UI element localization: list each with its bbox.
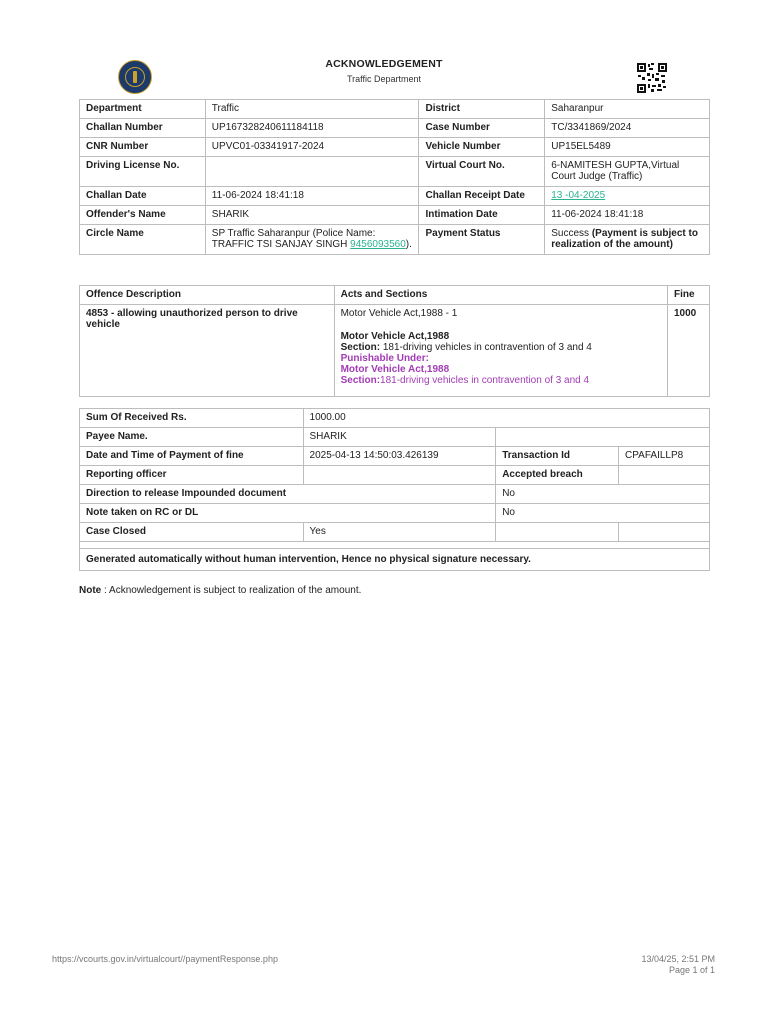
act-line: Motor Vehicle Act,1988 - 1 [340, 308, 458, 319]
payee-label: Payee Name. [80, 428, 304, 447]
footer-datetime: 13/04/25, 2:51 PM [641, 954, 715, 964]
qr-code-icon [637, 63, 667, 93]
punishable-section-label: Section: [340, 375, 381, 386]
intimation-label: Intimation Date [419, 206, 545, 225]
receipt-date-cell [545, 187, 710, 206]
direction-label: Direction to release Impounded document [80, 485, 496, 504]
punishable-label: Punishable Under: [340, 353, 429, 364]
virtual-court-value: 6-NAMITESH GUPTA,Virtual Court Judge (Traffic) [545, 157, 710, 187]
case-closed-value: Yes [303, 523, 496, 542]
section-label: Section: [340, 342, 381, 353]
challan-date-label: Challan Date [80, 187, 206, 206]
page-title: ACKNOWLEDGEMENT [325, 58, 443, 70]
transaction-id-value: CPAFAILLP8 [619, 447, 710, 466]
offence-table [79, 285, 710, 397]
circle-value [205, 225, 419, 255]
act-name: Motor Vehicle Act,1988 [340, 331, 450, 342]
accepted-breach-value [619, 466, 710, 485]
payment-status-text: Success [551, 228, 590, 239]
accepted-breach-label: Accepted breach [496, 466, 619, 485]
spacer-row [80, 542, 710, 549]
payment-datetime-label: Date and Time of Payment of fine [80, 447, 304, 466]
cnr-value: UPVC01-03341917-2024 [205, 138, 419, 157]
footer-meta [641, 954, 715, 976]
fine-value: 1000 [668, 305, 710, 397]
note-rc-value: No [496, 504, 710, 523]
case-closed-label: Case Closed [80, 523, 304, 542]
punishable-section-text: 181-driving vehicles in contravention of 3 and 4 [380, 375, 590, 386]
note-text: : Acknowledgement is subject to realization of the amount. [101, 585, 362, 596]
punishable-section-line [341, 375, 661, 386]
note-rc-label: Note taken on RC or DL [80, 504, 496, 523]
case-number-value: TC/3341869/2024 [545, 119, 710, 138]
footer-page: Page 1 of 1 [668, 965, 715, 975]
case-number-label: Case Number [419, 119, 545, 138]
sum-label: Sum Of Received Rs. [80, 409, 304, 428]
challan-number-value: UP167328240611184118 [205, 119, 419, 138]
offence-description-header: Offence Description [80, 286, 335, 305]
footer-url: https://vcourts.gov.in/virtualcourt//paymentResponse.php [52, 954, 278, 964]
direction-value: No [496, 485, 710, 504]
reporting-officer-label: Reporting officer [80, 466, 304, 485]
receipt-date-link[interactable]: 13 -04-2025 [551, 190, 606, 201]
sum-value: 1000.00 [303, 409, 709, 428]
virtual-court-label: Virtual Court No. [419, 157, 545, 187]
circle-phone-link[interactable]: 9456093560 [350, 239, 406, 250]
reporting-officer-value [303, 466, 496, 485]
vehicle-label: Vehicle Number [419, 138, 545, 157]
receipt-date-label: Challan Receipt Date [419, 187, 545, 206]
circle-label: Circle Name [80, 225, 206, 255]
intimation-value: 11-06-2024 18:41:18 [545, 206, 710, 225]
offence-description: 4853 - allowing unauthorized person to drive vehicle [80, 305, 335, 397]
acts-sections-header: Acts and Sections [334, 286, 667, 305]
payment-status-note: (Payment is subject to realization of the amount) [551, 228, 698, 250]
challan-details-table [79, 99, 710, 255]
department-label: Department [80, 100, 206, 119]
fine-header: Fine [668, 286, 710, 305]
transaction-id-label: Transaction Id [496, 447, 619, 466]
case-closed-empty-2 [619, 523, 710, 542]
punishable-act: Motor Vehicle Act,1988 [340, 364, 450, 375]
case-closed-empty-1 [496, 523, 619, 542]
offender-label: Offender's Name [80, 206, 206, 225]
payment-datetime-value: 2025-04-13 14:50:03.426139 [303, 447, 496, 466]
acts-sections-cell [334, 305, 667, 397]
section-line [341, 342, 661, 353]
circle-end: ). [405, 239, 412, 250]
driving-license-label: Driving License No. [80, 157, 206, 187]
payee-empty [496, 428, 710, 447]
note-line [79, 585, 361, 596]
payee-value: SHARIK [303, 428, 496, 447]
page-subtitle: Traffic Department [346, 74, 422, 84]
payment-status-label: Payment Status [419, 225, 545, 255]
section-text: 181-driving vehicles in contravention of 3 and 4 [380, 342, 592, 353]
vehicle-value: UP15EL5489 [545, 138, 710, 157]
driving-license-value [205, 157, 419, 187]
payment-status-value [545, 225, 710, 255]
offender-value: SHARIK [205, 206, 419, 225]
circle-text: SP Traffic Saharanpur (Police Name: TRAFFIC TSI SANJAY SINGH [211, 228, 376, 250]
department-value: Traffic [205, 100, 419, 119]
challan-date-value: 11-06-2024 18:41:18 [205, 187, 419, 206]
district-value: Saharanpur [545, 100, 710, 119]
auto-generated-notice: Generated automatically without human intervention, Hence no physical signature necessary. [80, 549, 710, 571]
note-label: Note [79, 585, 102, 596]
cnr-label: CNR Number [80, 138, 206, 157]
district-label: District [419, 100, 545, 119]
payment-table [79, 408, 710, 571]
challan-number-label: Challan Number [80, 119, 206, 138]
